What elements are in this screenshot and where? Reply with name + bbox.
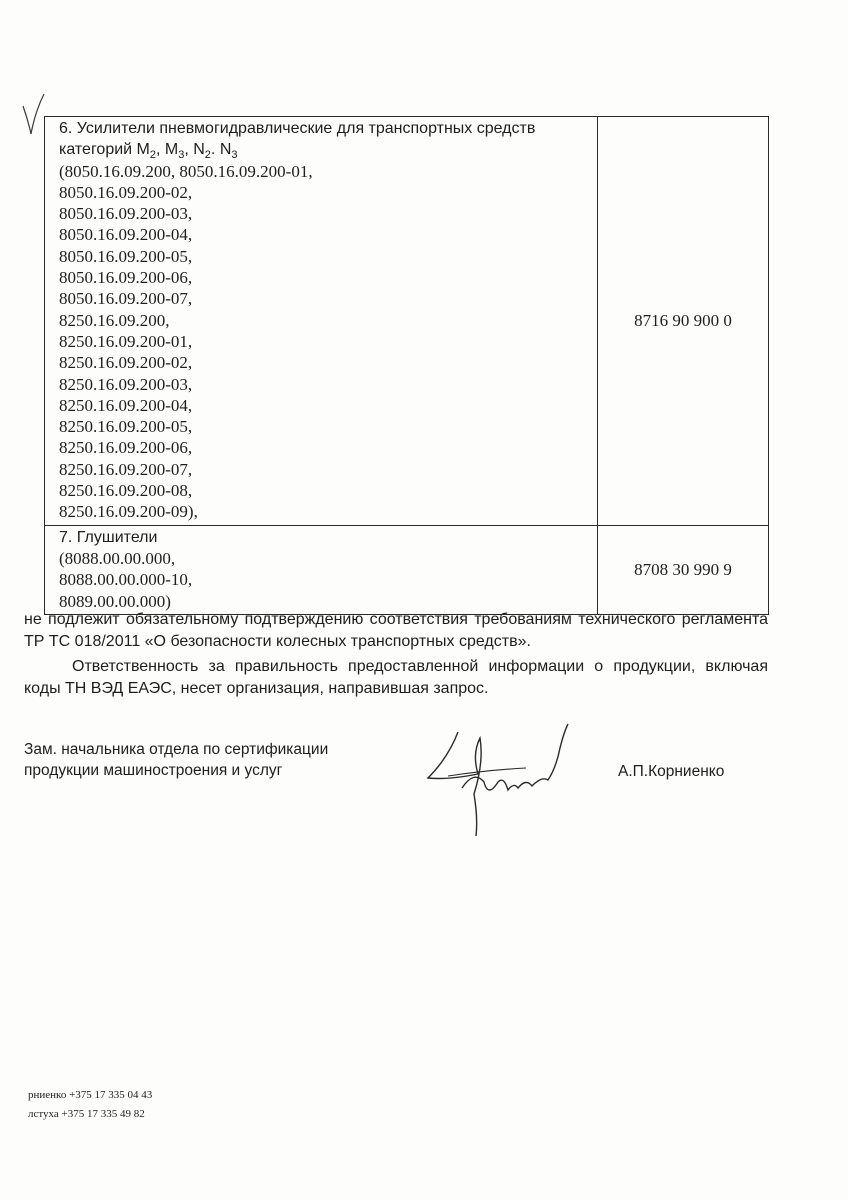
signer-name: А.П.Корниенко (618, 763, 725, 780)
product-table (44, 116, 769, 615)
conformity-paragraph: не подлежит обязательному подтверждению соответствия требованиям технического регламента ТР ТС 018/2011 «О безопасности колесных транспортных средств». (24, 611, 768, 650)
hs-code: 8708 30 990 9 (634, 560, 732, 580)
handwritten-signature (418, 718, 588, 848)
signer-position: Зам. начальника отдела по сертификации продукции машиностроения и услуг (24, 741, 329, 779)
model-number: 8250.16.09.200, (59, 310, 170, 330)
responsibility-paragraph: Ответственность за правильность предоставленной информации о продукции, включая коды ТН ВЭД ЕАЭС, несет организация, направившая запрос. (24, 658, 768, 697)
model-number: 8250.16.09.200-07, (59, 459, 193, 479)
product-title: 6. Усилители пневмогидравлические для транспортных средств категорий $M_2$, $M_3$, $N_2$. $N_3$ (59, 120, 536, 162)
contact-line: лстуха +375 17 335 49 82 (28, 1108, 145, 1120)
model-number: (8050.16.09.200, 8050.16.09.200-01, (59, 161, 313, 181)
model-number: 8250.16.09.200-08, (59, 481, 193, 501)
model-number: 8250.16.09.200-04, (59, 395, 193, 415)
model-number: 8250.16.09.200-05, (59, 417, 193, 437)
table-row (45, 525, 769, 614)
product-title: 7. Глушители (59, 528, 158, 546)
model-number: 8050.16.09.200-07, (59, 289, 193, 309)
model-number: 8250.16.09.200-01, (59, 331, 193, 351)
product-name-cell (45, 525, 598, 614)
model-number: 8250.16.09.200-09), (59, 502, 198, 522)
model-number: 8050.16.09.200-03, (59, 204, 193, 224)
model-number: 8050.16.09.200-04, (59, 225, 193, 245)
table-row (45, 117, 769, 526)
hs-code-cell (598, 117, 769, 526)
model-number: 8088.00.00.000-10, (59, 570, 193, 590)
contact-info (28, 1086, 152, 1124)
model-number: 8250.16.09.200-06, (59, 438, 193, 458)
model-number: (8088.00.00.000, (59, 548, 176, 568)
model-number: 8089.00.00.000) (59, 591, 171, 611)
contact-line: рниенко +375 17 335 04 43 (28, 1089, 153, 1101)
model-number: 8050.16.09.200-05, (59, 246, 193, 266)
product-name-cell (45, 117, 598, 526)
handwritten-checkmark (20, 92, 46, 138)
hs-code: 8716 90 900 0 (634, 311, 732, 331)
model-number: 8250.16.09.200-02, (59, 353, 193, 373)
model-number: 8050.16.09.200-02, (59, 182, 193, 202)
model-number: 8250.16.09.200-03, (59, 374, 193, 394)
model-number: 8050.16.09.200-06, (59, 268, 193, 288)
hs-code-cell (598, 525, 769, 614)
